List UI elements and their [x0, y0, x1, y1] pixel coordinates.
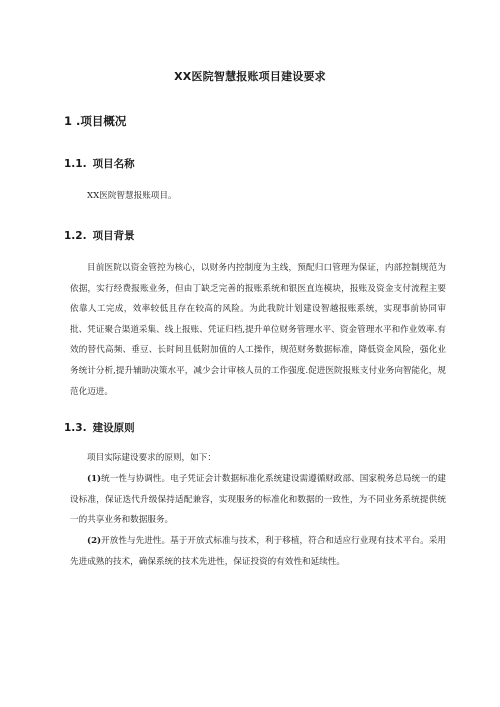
section-heading-overview: 1 .项目概况: [64, 114, 127, 128]
project-name-text: [70, 186, 446, 207]
subsection-title: 项目背景: [92, 230, 135, 242]
principle-item-2: [70, 531, 446, 572]
subsection-number: 1.1.: [64, 158, 87, 170]
subsection-number: 1.3.: [64, 422, 87, 434]
subsection-title: 项目名称: [92, 158, 135, 170]
subsection-heading-principles: [64, 420, 135, 435]
principles-intro-text: 项目实际建设要求的原则，如下：: [87, 453, 216, 463]
project-name-value: XX医院智慧报账项目。: [87, 191, 177, 201]
document-title: XX医院智慧报账项目建设要求: [174, 70, 326, 83]
item-label: (1): [87, 474, 102, 484]
principle-item-1: [70, 469, 446, 531]
principles-intro: [70, 448, 446, 469]
background-text: 目前医院以资金管控为核心，以财务内控制度为主线，预配归口管理为保证，内部控制规范为依据，实行经费报账业务，但由丁缺乏完善的报账系统和银医直连模块，报账及资金支付流程主要依靠人工完成，效率较低且存在较高的风险。为此我院计划建设智越报账系统，实现事前协同审批、凭证聚合渠道采集、线上报账、凭证归档,提升单位财务管理水平、资金管理水平和作业效率.有效的替代高频、垂豆、长时间且低附加值的人工操作，规范财务数据标准，降低资金风险，强化业务统计分析,提升辅助决策水平，减少会计审核人员的工作强度.促进医院报账支付业务向智能化，规范化迈进。: [70, 263, 446, 397]
subsection-number: 1.2.: [64, 230, 87, 242]
item-text: 统一性与协调性。电子凭证会计数据标准化系统建设需遵循财政部、国家税务总局统一的建设标准，保证迭代升级保持适配兼容，实现服务的标准化和数据的一致性，为不同业务系统提供统一的共享业务和数据服务。: [70, 474, 446, 526]
subsection-heading-project-name: [64, 156, 135, 171]
background-paragraph: [70, 258, 446, 402]
subsection-heading-background: [64, 228, 135, 243]
item-text: 开放性与先进性。基于开放式标准与技术，利于移植，符合和适应行业现有技术平台。采用先进成熟的技术，确保系统的技术先进性，保证投资的有效性和延续性。: [70, 536, 446, 567]
item-label: (2): [87, 536, 102, 546]
subsection-title: 建设原则: [92, 422, 135, 434]
